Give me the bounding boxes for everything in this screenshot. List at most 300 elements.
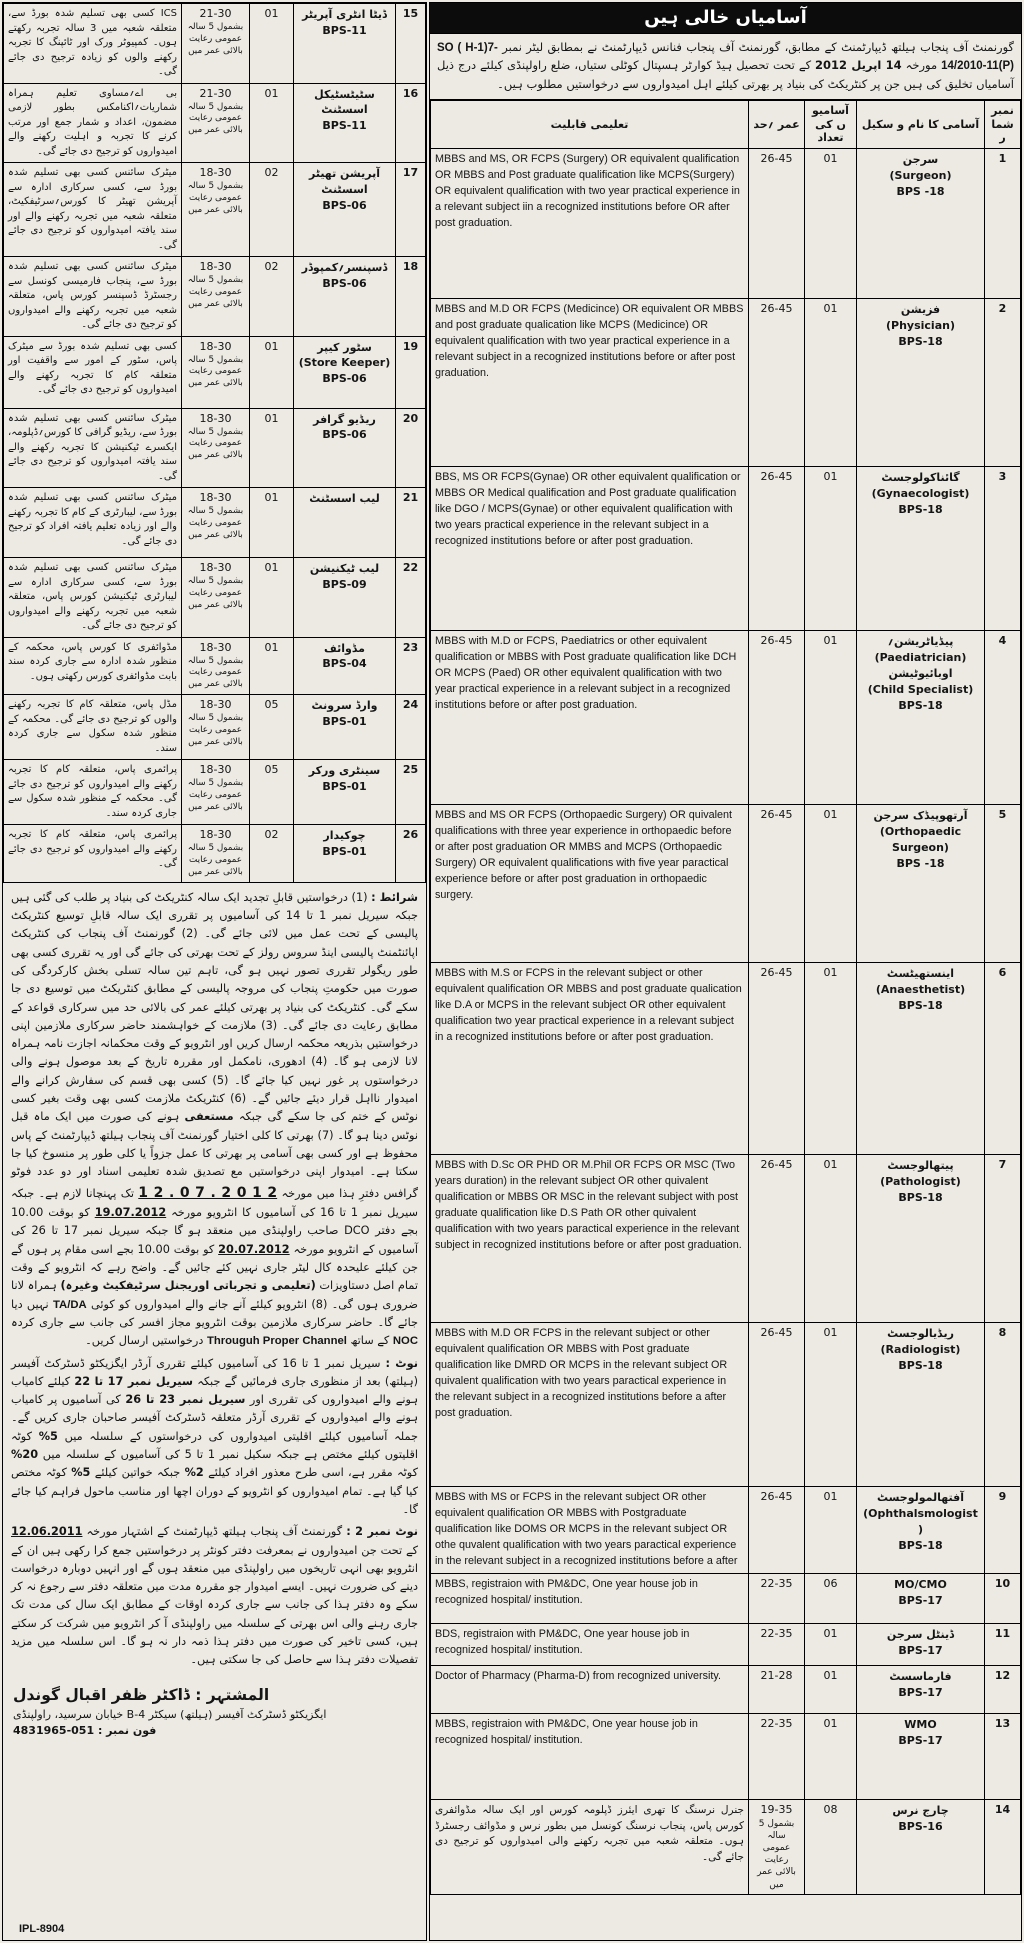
note2-text-segment: گورنمنٹ آف پنجاب ہیلتھ ڈیپارٹمنٹ کے اشتہار مورخہ [82, 1525, 347, 1539]
qualification-cell [431, 963, 749, 1155]
post-name [861, 1669, 980, 1701]
post-name [298, 340, 391, 388]
qualification-cell [4, 257, 182, 337]
age-cell [749, 1573, 805, 1623]
serial-cell: 1 [985, 149, 1021, 299]
qualification-cell [4, 336, 182, 408]
age-range: 26-45 [760, 152, 793, 165]
post-name [861, 152, 980, 200]
post-line: BPS-16 [898, 1819, 943, 1833]
post-line: ریڈیالوجسٹ [887, 1327, 954, 1340]
count-cell: 01 [805, 1155, 857, 1323]
age-relaxation-note: بشمول 5 سالہ عمومی رعایت بالائی عمر میں [187, 22, 244, 56]
qualification-cell [431, 1573, 749, 1623]
signature-block [13, 1686, 416, 1737]
post-cell [857, 1713, 985, 1799]
age-relaxation-note: بشمول 5 سالہ عمومی رعایت بالائی عمر میں [187, 101, 244, 136]
post-cell [294, 760, 396, 825]
job-row [4, 163, 426, 257]
post-line: پیتھالوجسٹ [887, 1159, 954, 1172]
qualification-text: میٹرک سائنس کسی بھی تسلیم شدہ بورڈ سے، لیبارٹری کے کام کا تجربہ رکھنے والے اور زیادہ تعلیم یافتہ افراد کو ترجیح دی جائے گی۔ [8, 492, 177, 547]
age-range: 21-30 [199, 7, 232, 20]
qualification-text: پرائمری پاس، متعلقہ کام کا تجربہ رکھنے والے امیدواروں کو ترجیح دی جائے گی۔ محکمہ کے منظور شدہ سکول سے جاری کردہ سند۔ [8, 764, 177, 819]
serial-cell: 22 [396, 558, 426, 638]
job-row [4, 558, 426, 638]
post-line: BPS-11 [322, 119, 367, 133]
note-text-segment: کوٹہ مقرر ہے، اسی طرح معذور افراد کیلئے [203, 1466, 419, 1480]
post-line: BPS-18 [898, 502, 943, 516]
advertiser-name: المشتہر : ڈاکٹر ظفر اقبال گوندل [13, 1685, 270, 1704]
count-cell: 01 [250, 336, 294, 408]
qualification-text: MBBS with MS or FCPS in the relevant subject OR other equivalent qualification OR MBBS with Postgraduate qualification like DOMS OR MCPS in the relevant subject OR othe quvalent qualification with two years paractical experience in the relevant subject in a recognized institutions before a after [435, 1491, 738, 1567]
age-cell [749, 1487, 805, 1574]
post-line: پیڈیاٹریشن؍ [887, 635, 954, 648]
post-line: (Orthopaedic [879, 824, 962, 838]
post-name [861, 1803, 980, 1835]
qualification-cell [431, 805, 749, 963]
vacancy-table-header [431, 100, 1021, 148]
qualification-cell [431, 1799, 749, 1894]
terms-text-segment: نہیں دیا جائے گا۔ حاضر سرکاری ملازمین بوقت انٹرویو مجاز افسر کی جانب سے جاری کردہ [11, 1297, 418, 1329]
age-relaxation-note: بشمول 5 سالہ عمومی رعایت بالائی عمر میں [187, 576, 244, 610]
age-relaxation-note: بشمول 5 سالہ عمومی رعایت بالائی عمر میں [187, 275, 244, 309]
serial-cell: 17 [396, 163, 426, 257]
post-line: (Gynaecologist) [871, 486, 970, 500]
age-cell [749, 1665, 805, 1713]
note-text-segment: 20% [11, 1448, 39, 1462]
post-cell [857, 149, 985, 299]
post-line: BPS-01 [322, 780, 367, 794]
post-cell [857, 963, 985, 1155]
post-line: BPS-17 [898, 1593, 943, 1607]
qualification-cell [4, 488, 182, 558]
age-range: 21-30 [199, 86, 232, 100]
age-cell [182, 257, 250, 337]
age-range: 22-35 [760, 1626, 793, 1640]
age-cell [182, 695, 250, 760]
post-cell [294, 558, 396, 638]
count-cell: 01 [250, 408, 294, 488]
count-cell: 01 [805, 1713, 857, 1799]
age-relaxation-note: بشمول 5 سالہ عمومی رعایت بالائی عمر میں [187, 506, 244, 540]
age-cell [749, 299, 805, 467]
note-text-segment: کوٹہ اقلیتوں کیلئے مختص ہے جبکہ سکیل نمبر 1 تا 5 کی آسامیوں کے سلسلہ میں [11, 1429, 418, 1462]
post-line: گائناکولوجسٹ [881, 471, 960, 484]
post-line: BPS-17 [898, 1685, 943, 1699]
post-line: BPS-18 [898, 334, 943, 348]
post-cell [294, 825, 396, 883]
serial-cell: 24 [396, 695, 426, 760]
terms-text-segment: TA/DA [52, 1298, 87, 1311]
post-line: BPS-09 [322, 577, 367, 591]
job-row [431, 1713, 1021, 1799]
post-line: (Radiologist) [880, 1342, 961, 1356]
post-cell [857, 1323, 985, 1487]
post-cell [857, 1799, 985, 1894]
note-text-segment: کی آسامیوں پر کامیاب ہونے والے امیدواروں کے تقرری آرڈر متعلقہ ڈسٹرکٹ آفیسر صاحبان جاری کریں گے۔ جملہ آسامیوں کیلئے اقلیتی امیدواروں کی درخواستوں کے سلسلہ میں [11, 1393, 418, 1443]
post-line: BPS-01 [322, 845, 367, 859]
terms-text-segment: کو بوقت 10.00 بجے اسی مقام پر ہوں گے جن کیلئے علیحدہ کال لیٹر جاری نہیں کئے جائیں گے۔ واضح رہے کہ انٹرویو کے وقت تمام اصل دستاویزات [11, 1242, 419, 1293]
terms-text-segment: کو بوقت 10.00 بجے دفتر DCO صاحب راولپنڈی میں منعقد ہو گا جبکہ سیریل نمبر 17 تا 26 کی آسامیوں کے انٹرویو مورخہ [11, 1206, 418, 1256]
post-name [298, 561, 391, 593]
qualification-cell [4, 760, 182, 825]
age-range: 18-30 [199, 411, 232, 425]
age-cell [749, 1155, 805, 1323]
post-line: BPS-04 [322, 657, 367, 671]
serial-cell: 6 [985, 963, 1021, 1155]
job-row [431, 149, 1021, 299]
count-cell: 01 [250, 637, 294, 695]
post-name [298, 698, 391, 730]
job-row [431, 963, 1021, 1155]
post-name [861, 302, 980, 350]
post-cell [294, 163, 396, 257]
job-row [4, 637, 426, 695]
age-cell [182, 488, 250, 558]
age-cell [749, 1799, 805, 1894]
post-cell [294, 336, 396, 408]
serial-cell: 2 [985, 299, 1021, 467]
age-range: 22-35 [760, 1716, 793, 1730]
post-cell [294, 488, 396, 558]
qualification-cell [431, 299, 749, 467]
qualification-cell [4, 695, 182, 760]
post-line: (Anaesthetist) [875, 982, 966, 996]
count-cell: 01 [805, 467, 857, 631]
post-cell [857, 1573, 985, 1623]
qualification-text: کسی بھی تسلیم شدہ بورڈ سے میٹرک پاس، سٹور کے امور سے واقفیت اور متعلقہ کام کا تجربہ رکھنے والے امیدواروں کو ترجیح دی جائے گی۔ [8, 340, 177, 395]
post-name [861, 1577, 980, 1609]
age-range: 26-45 [760, 1326, 793, 1339]
post-line: BPS-18 [898, 1190, 943, 1204]
note-text-segment: 2% [184, 1466, 204, 1480]
age-cell [749, 805, 805, 963]
post-line: BPS-01 [322, 715, 367, 729]
count-cell: 05 [250, 695, 294, 760]
post-name [861, 1490, 980, 1554]
note-text-segment: سیریل نمبر 17 تا 22 [74, 1374, 193, 1388]
post-line: BPS -18 [896, 856, 945, 870]
count-cell: 01 [250, 558, 294, 638]
post-line: WMO [904, 1717, 937, 1731]
age-cell [182, 558, 250, 638]
post-line: اینستھیٹسٹ [886, 967, 955, 980]
post-line: ڈینٹل سرجن [886, 1627, 955, 1641]
job-row [431, 299, 1021, 467]
post-line: BPS-18 [898, 1538, 943, 1552]
qualification-text: MBBS and MS OR FCPS (Orthopaedic Surgery) OR quivalent qualifications with three year experience in orthopaedic before or after post graduation OR MMBS and MCPS (Orthopaedic Surgery) OR equivalent qualifications with five year paractical experience before or after post graduation in orthopaedic surgery. [435, 809, 733, 901]
count-cell: 01 [805, 1665, 857, 1713]
note2-section [3, 1521, 426, 1671]
post-line: لیب اسسٹنٹ [309, 492, 380, 505]
post-line: (Ophthalsmologist) [863, 1506, 978, 1536]
note-text-segment: جبکہ خواتین کیلئے [90, 1466, 185, 1480]
note2-text-segment: نوٹ نمبر 2 : [346, 1525, 418, 1539]
terms-text-segment: 20.07.2012 [218, 1242, 290, 1256]
age-range: 18-30 [199, 166, 232, 179]
post-line: BPS-06 [322, 372, 367, 386]
job-row [431, 1573, 1021, 1623]
serial-cell: 13 [985, 1713, 1021, 1799]
job-row [431, 1623, 1021, 1665]
qualification-cell [4, 825, 182, 883]
age-relaxation-note: بشمول 5 سالہ عمومی رعایت بالائی عمر میں [187, 354, 244, 389]
qualification-cell [431, 467, 749, 631]
qualification-text: ICS کسی بھی تسلیم شدہ بورڈ سے، متعلقہ شعبہ میں 3 سالہ تجربہ رکھتے ہوں۔ کمپیوٹر ورک اور ٹائپنگ کا تجربہ رکھنے والوں کو زیادہ ترجیح دی جائے گی۔ [8, 8, 177, 77]
qualification-cell [4, 83, 182, 163]
intro-text-segment: SO ( H-1)7-14/2010-11(P) [437, 42, 1014, 73]
post-cell [294, 408, 396, 488]
post-name [298, 166, 391, 214]
job-row [4, 257, 426, 337]
age-range: 26-45 [760, 1490, 793, 1503]
post-line: فارماسسٹ [889, 1669, 952, 1683]
post-name [861, 1717, 980, 1749]
job-row [4, 408, 426, 488]
post-name [298, 7, 391, 39]
qualification-cell [431, 1323, 749, 1487]
job-row [4, 695, 426, 760]
age-cell [182, 83, 250, 163]
serial-cell: 9 [985, 1487, 1021, 1574]
qualification-text: MBBS, registraion with PM&DC, One year house job in recognized hospital/ institution. [435, 1577, 698, 1606]
post-line: چوکیدار [323, 829, 366, 843]
post-line: آرتھوپیڈک سرجن [873, 809, 968, 822]
age-relaxation-note: بشمول 5 سالہ عمومی رعایت بالائی عمر میں [757, 1818, 796, 1890]
post-line: سرجن [902, 153, 939, 166]
count-cell: 05 [250, 760, 294, 825]
post-name [298, 828, 391, 860]
qualification-text: میٹرک سائنس کسی بھی تسلیم شدہ بورڈ سے، پنجاب فارمیسی کونسل سے رجسٹرڈ ڈسپنسر کورس پاس، متعلقہ شعبہ میں تجربہ رکھنے والے امیدواروں کو ترجیح دی جائے گی۔ [8, 261, 177, 330]
age-range: 18-30 [199, 763, 232, 777]
count-cell: 01 [805, 1487, 857, 1574]
qualification-cell [431, 1713, 749, 1799]
serial-cell: 25 [396, 760, 426, 825]
qualification-text: مڈوائفری کا کورس پاس، محکمہ کے منظور شدہ ادارہ سے جاری کردہ سند بابت مڈوائفری کورس رکھتی ہوں۔ [8, 641, 177, 682]
post-cell [294, 83, 396, 163]
serial-cell: 18 [396, 257, 426, 337]
post-line: BPS-06 [322, 276, 367, 290]
job-row [4, 336, 426, 408]
job-row [4, 488, 426, 558]
count-cell: 01 [250, 488, 294, 558]
age-cell [182, 336, 250, 408]
count-cell: 01 [805, 149, 857, 299]
post-line: ڈسپنسر؍کمپوڈر [301, 261, 388, 274]
ipl-number: IPL-8904 [19, 1923, 65, 1935]
job-row [431, 1155, 1021, 1323]
post-name [298, 641, 391, 673]
age-range: 18-30 [199, 698, 232, 712]
job-row [431, 467, 1021, 631]
qualification-text: MBBS with M.D or FCPS, Paediatrics or other equivalent qualification or MBBS with Post graduate qualification like DCH OR MCPS (Paed) OR other equivalent qualification with two year practical experience in a relevant subject in a recognized institutions before or after post graduation. [435, 635, 737, 711]
qualification-text: Doctor of Pharmacy (Pharma-D) from recognized university. [435, 1669, 722, 1682]
count-cell: 01 [250, 4, 294, 84]
serial-cell: 11 [985, 1623, 1021, 1665]
post-line: آفتھالمولوجسٹ [876, 1491, 965, 1504]
age-relaxation-note: بشمول 5 سالہ عمومی رعایت بالائی عمر میں [187, 655, 244, 690]
qualification-text: میٹرک سائنس کسی بھی تسلیم شدہ بورڈ سے، ریڈیو گرافی کا کورس؍ڈپلومہ، ایکسرے ٹیکنیشن کا تجربہ رکھنے والے سند یافتہ امیدواروں کو ترجیح دی جائے گی۔ [8, 412, 177, 482]
serial-cell: 14 [985, 1799, 1021, 1894]
post-line: (Paediatrician) [874, 650, 967, 664]
post-line: اسسٹنٹ [321, 103, 368, 117]
count-cell: 02 [250, 163, 294, 257]
age-range: 18-30 [199, 339, 232, 353]
qualification-text: MBBS with M.D OR FCPS in the relevant subject or other equivalent qualification OR MBBS with Post graduate qualification like DMRD OR MCPS in the relevant subject OR quivalent qualification with two years paractical experience in the relevant subject in a recognized institutions before a after post graduation. [435, 1327, 728, 1419]
right-column [429, 2, 1022, 1941]
post-line: (Surgeon) [889, 168, 952, 182]
post-name [861, 470, 980, 518]
post-name [298, 412, 391, 444]
terms-section [3, 883, 426, 1353]
note-text-segment: 5% [38, 1429, 58, 1443]
post-line: BPS-06 [322, 428, 367, 442]
serial-cell: 21 [396, 488, 426, 558]
count-cell: 01 [805, 805, 857, 963]
note-text-segment: سیریل نمبر 1 تا 16 کی آسامیوں کیلئے تقرری آرڈر ایگزیکٹو ڈسٹرکٹ آفیسر (ہیلتھ) بعد از منظوری جاری فرمائیں گے جبکہ [11, 1356, 418, 1388]
qualification-cell [431, 1623, 749, 1665]
post-line: ریڈیو گرافر [313, 412, 376, 426]
note-text-segment: کوٹہ مختص کیا گیا ہے۔ تمام امیدواروں کو انٹرویو کے دوران اچھا اور مناسب ماحول فراہم کیا جائے گا۔ [11, 1466, 418, 1516]
job-row [431, 1323, 1021, 1487]
note-section [3, 1353, 426, 1522]
terms-text-segment: مستعفی [184, 1110, 234, 1124]
post-line: Surgeon) [892, 840, 949, 854]
qualification-text: جنرل نرسنگ کا تھری ایئرز ڈپلومہ کورس اور ایک سالہ مڈوائفری کورس پاس، پنجاب نرسنگ کونسل میں بطور نرس و مڈوائف رجسٹرڈ ہوں۔ متعلقہ شعبہ میں تجربہ رکھنے والی امیدواروں کو ترجیح دی جائے گی۔ [435, 1803, 744, 1864]
post-line: (Physician) [886, 318, 955, 332]
intro-text-segment: کے تحت تحصیل ہیڈ کوارٹر ہسپتال کوٹلی ستیاں، ضلع راولپنڈی کیلئے درج ذیل آسامیاں تخلیق کی ہیں جن پر کنٹریکٹ کی بنیاد پر بھرتی کیلئے اہل امیدواروں سے درخواستیں مطلوب ہیں۔ [437, 58, 1014, 91]
age-cell [182, 825, 250, 883]
post-line: فزیشن [900, 303, 941, 316]
age-range: 26-45 [760, 302, 793, 315]
terms-text-segment: شرائط : [371, 890, 418, 904]
terms-text-segment: (تعلیمی و تجرباتی اوریجنل سرٹیفکیٹ وغیرہ) [60, 1279, 316, 1293]
post-line: سٹیٹسٹیکل [314, 87, 375, 101]
age-cell [749, 1713, 805, 1799]
post-cell [857, 631, 985, 805]
age-cell [182, 163, 250, 257]
post-name [298, 260, 391, 292]
age-cell [749, 149, 805, 299]
serial-cell: 15 [396, 4, 426, 84]
count-cell: 01 [805, 1323, 857, 1487]
vacancy-table-continued [3, 3, 426, 883]
note-text-segment: سیریل نمبر 23 تا 26 [125, 1393, 246, 1407]
terms-text-segment: کے ساتھ [346, 1334, 393, 1348]
qualification-cell [431, 631, 749, 805]
count-cell: 02 [250, 825, 294, 883]
age-cell [182, 408, 250, 488]
post-name [861, 1326, 980, 1374]
left-column [2, 2, 427, 1941]
job-row [431, 805, 1021, 963]
count-cell: 02 [250, 257, 294, 337]
post-line: سینٹری ورکر [308, 764, 381, 778]
age-range: 18-30 [199, 828, 232, 842]
qualification-cell [4, 637, 182, 695]
intro-text-segment: مورخہ [901, 58, 942, 73]
age-cell [749, 1323, 805, 1487]
post-line: وارڈ سرونٹ [311, 699, 378, 713]
ad-banner-title: آسامیاں خالی ہیں [430, 3, 1021, 34]
post-name [861, 808, 980, 872]
age-cell [182, 760, 250, 825]
qualification-cell [431, 1487, 749, 1574]
terms-text-segment: 19.07.2012 [94, 1206, 167, 1220]
post-cell [294, 637, 396, 695]
post-line: (Store Keeper) [298, 356, 391, 370]
note-text-segment: کیلئے کامیاب ہونے والے امیدواروں کی تقرری اور [11, 1374, 419, 1407]
qualification-text: پرائمری پاس، متعلقہ کام کا تجربہ رکھنے والے امیدواروں کو ترجیح دی جائے گی۔ [8, 829, 177, 870]
age-relaxation-note: بشمول 5 سالہ عمومی رعایت بالائی عمر میں [187, 778, 244, 812]
qualification-text: MBBS with D.Sc OR PHD OR M.Phil OR FCPS OR MSC (Two years duration) in the relevant subject OR other quivalent qualification or MBBS OR MSC in the relevant subject with post graduate qualification like D.S Path OR other quivalent qualification with two years paractical experience in the relevant subject in recognized institutions before or after post graduation. [435, 1159, 742, 1251]
qualification-text: MBBS and MS, OR FCPS (Surgery) OR equivalent qualification OR MBBS and Post graduate qualification like MCPS(Surgery) OR equivalent qualification with two year practical experience in a relevant subject iin a recognized institutions before OR after post graduation. [435, 153, 740, 229]
serial-cell: 20 [396, 408, 426, 488]
age-range: 26-45 [760, 634, 793, 647]
advertiser-phone-number: فون نمبر : 051-4831965 [13, 1723, 157, 1737]
terms-text-segment: NOC [392, 1335, 418, 1348]
qualification-cell [4, 4, 182, 84]
age-relaxation-note: بشمول 5 سالہ عمومی رعایت بالائی عمر میں [187, 843, 244, 877]
intro-paragraph [430, 34, 1021, 100]
age-relaxation-note: بشمول 5 سالہ عمومی رعایت بالائی عمر میں [187, 713, 244, 747]
post-line: BPS-18 [898, 1358, 943, 1372]
intro-text-segment: گورنمنٹ آف پنجاب ہیلتھ ڈیپارٹمنٹ کے مطابق، گورنمنٹ آف پنجاب فنانس ڈیپارٹمنٹ نے بمطابق لیٹر نمبر [497, 40, 1014, 54]
qualification-cell [4, 408, 182, 488]
age-range: 22-35 [760, 1576, 793, 1590]
post-line: BPS-18 [898, 998, 943, 1012]
job-row [4, 83, 426, 163]
qualification-text: BBS, MS OR FCPS(Gynae) OR other equivalent qualification or MBBS OR Medical qualification and Post graduate qualification like DGO / MCPS(Gynae) or other equivalent qualification with two years practical experience in the relevant subject in a recognized institutions before or after post graduation. [435, 471, 741, 547]
col-header-count: آسامیوں کی تعداد [805, 100, 857, 148]
age-range: 26-45 [760, 808, 793, 821]
count-cell: 01 [805, 963, 857, 1155]
age-cell [749, 467, 805, 631]
serial-cell: 3 [985, 467, 1021, 631]
advertiser-designation: ایگزیکٹو ڈسٹرکٹ آفیسر (ہیلتھ) سیکٹر 4-B خیابان سرسید، راولپنڈی [13, 1707, 327, 1721]
terms-text-segment: ہونے کی صورت میں ایک ماہ قبل نوٹس دینا ہو گا۔ (7) بھرتی کا کلی اختیار گورنمنٹ آف پنجاب ہیلتھ ڈیپارٹمنٹ کے پاس محفوظ ہے اور کسی بھی آسامی پر بھرتی کا عمل جزواً یا کلی طور پر منسوخ کیا جا سکتا ہے۔ امیدوار اپنی درخواستیں مع تصدیق شدہ تعلیمی اسناد اور دو عدد فوٹو گرافس دفترِ ہذا میں مورخہ [11, 1110, 419, 1200]
qualification-text: بی اے؍مساوی تعلیم ہمراہ شماریات؍اکنامکس بطور لازمی مضمون، اعداد و شمار جمع اور مرتب کرنے کا تجربہ و اہلیت رکھنے والے امیدواروں کو ترجیح دی جائے گی۔ [8, 87, 177, 157]
job-row [431, 631, 1021, 805]
age-cell [749, 631, 805, 805]
age-cell [749, 963, 805, 1155]
serial-cell: 5 [985, 805, 1021, 963]
post-line: MO/CMO [894, 1577, 947, 1591]
count-cell: 01 [250, 83, 294, 163]
terms-text-segment: 1 2 . 0 7 . 2 0 1 2 [138, 1184, 278, 1201]
post-cell [857, 1665, 985, 1713]
job-row [4, 4, 426, 84]
job-row [4, 760, 426, 825]
serial-cell: 16 [396, 83, 426, 163]
note-text-segment: نوٹ : [385, 1356, 418, 1370]
post-line: BPS-18 [898, 698, 943, 712]
post-line: چارج نرس [892, 1803, 949, 1817]
qualification-cell [4, 558, 182, 638]
post-cell [857, 805, 985, 963]
post-cell [294, 257, 396, 337]
post-line: BPS-17 [898, 1643, 943, 1657]
job-row [4, 825, 426, 883]
terms-text-segment: (1) درخواستیں قابلِ تجدید ایک سالہ کنٹریکٹ کی بنیاد پر طلب کی گئی ہیں جبکہ سیریل نمبر 1 تا 14 کی آسامیوں پر تقرری ایک سالہ قابلِ توسیع کنٹریکٹ پالیسی کے تحت عمل میں لائی جائے گی۔ (2) گورنمنٹ آف پنجاب کی کنٹریکٹ اپائنٹمنٹ پالیسی اینڈ سروس رولز کے تحت بھرتی کی جائے گی اور یہ تقرری کسی بھی طور ریگولر تقرری تصور نہیں ہو گی، تاہم تین سالہ تسلی بخش کارکردگی کی صورت میں حکومتِ پنجاب کی مروجہ پالیسی کے مطابق کنٹریکٹ میں توسیع دی جا سکے گی۔ کنٹریکٹ کی بنیاد پر بھرتی کیلئے عمر کی بالائی حد میں سرکاری قواعد کے مطابق رعایت دی جائے گی۔ (3) ملازمت کے خواہشمند حاضر سرکاری ملازمین اپنی درخواستیں بذریعہ محکمہ ارسال کریں اور انٹرویو کے وقت محکمانہ اجازت نامہ ہمراہ لانا لازمی ہو گا۔ (4) ادھوری، نامکمل اور مقررہ تاریخ کے بعد موصول ہونے والی درخواستوں پر غور نہیں کیا جائے گا۔ (5) کسی بھی قسم کی سفارش کرانے والے امیدوار نااہل قرار دیئے جائیں گے۔ (6) کنٹریکٹ ملازمت کسی بھی وقت بغیر کسی نوٹس کے ختم کی جا سکے گی جبکہ [11, 890, 418, 1124]
post-cell [857, 1155, 985, 1323]
vacancy-table [430, 100, 1021, 1895]
post-line: مڈوائف [323, 641, 365, 655]
post-line: لیب ٹیکنیشن [309, 562, 380, 575]
job-row [431, 1665, 1021, 1713]
post-name [298, 763, 391, 795]
post-line: BPS-17 [898, 1733, 943, 1747]
